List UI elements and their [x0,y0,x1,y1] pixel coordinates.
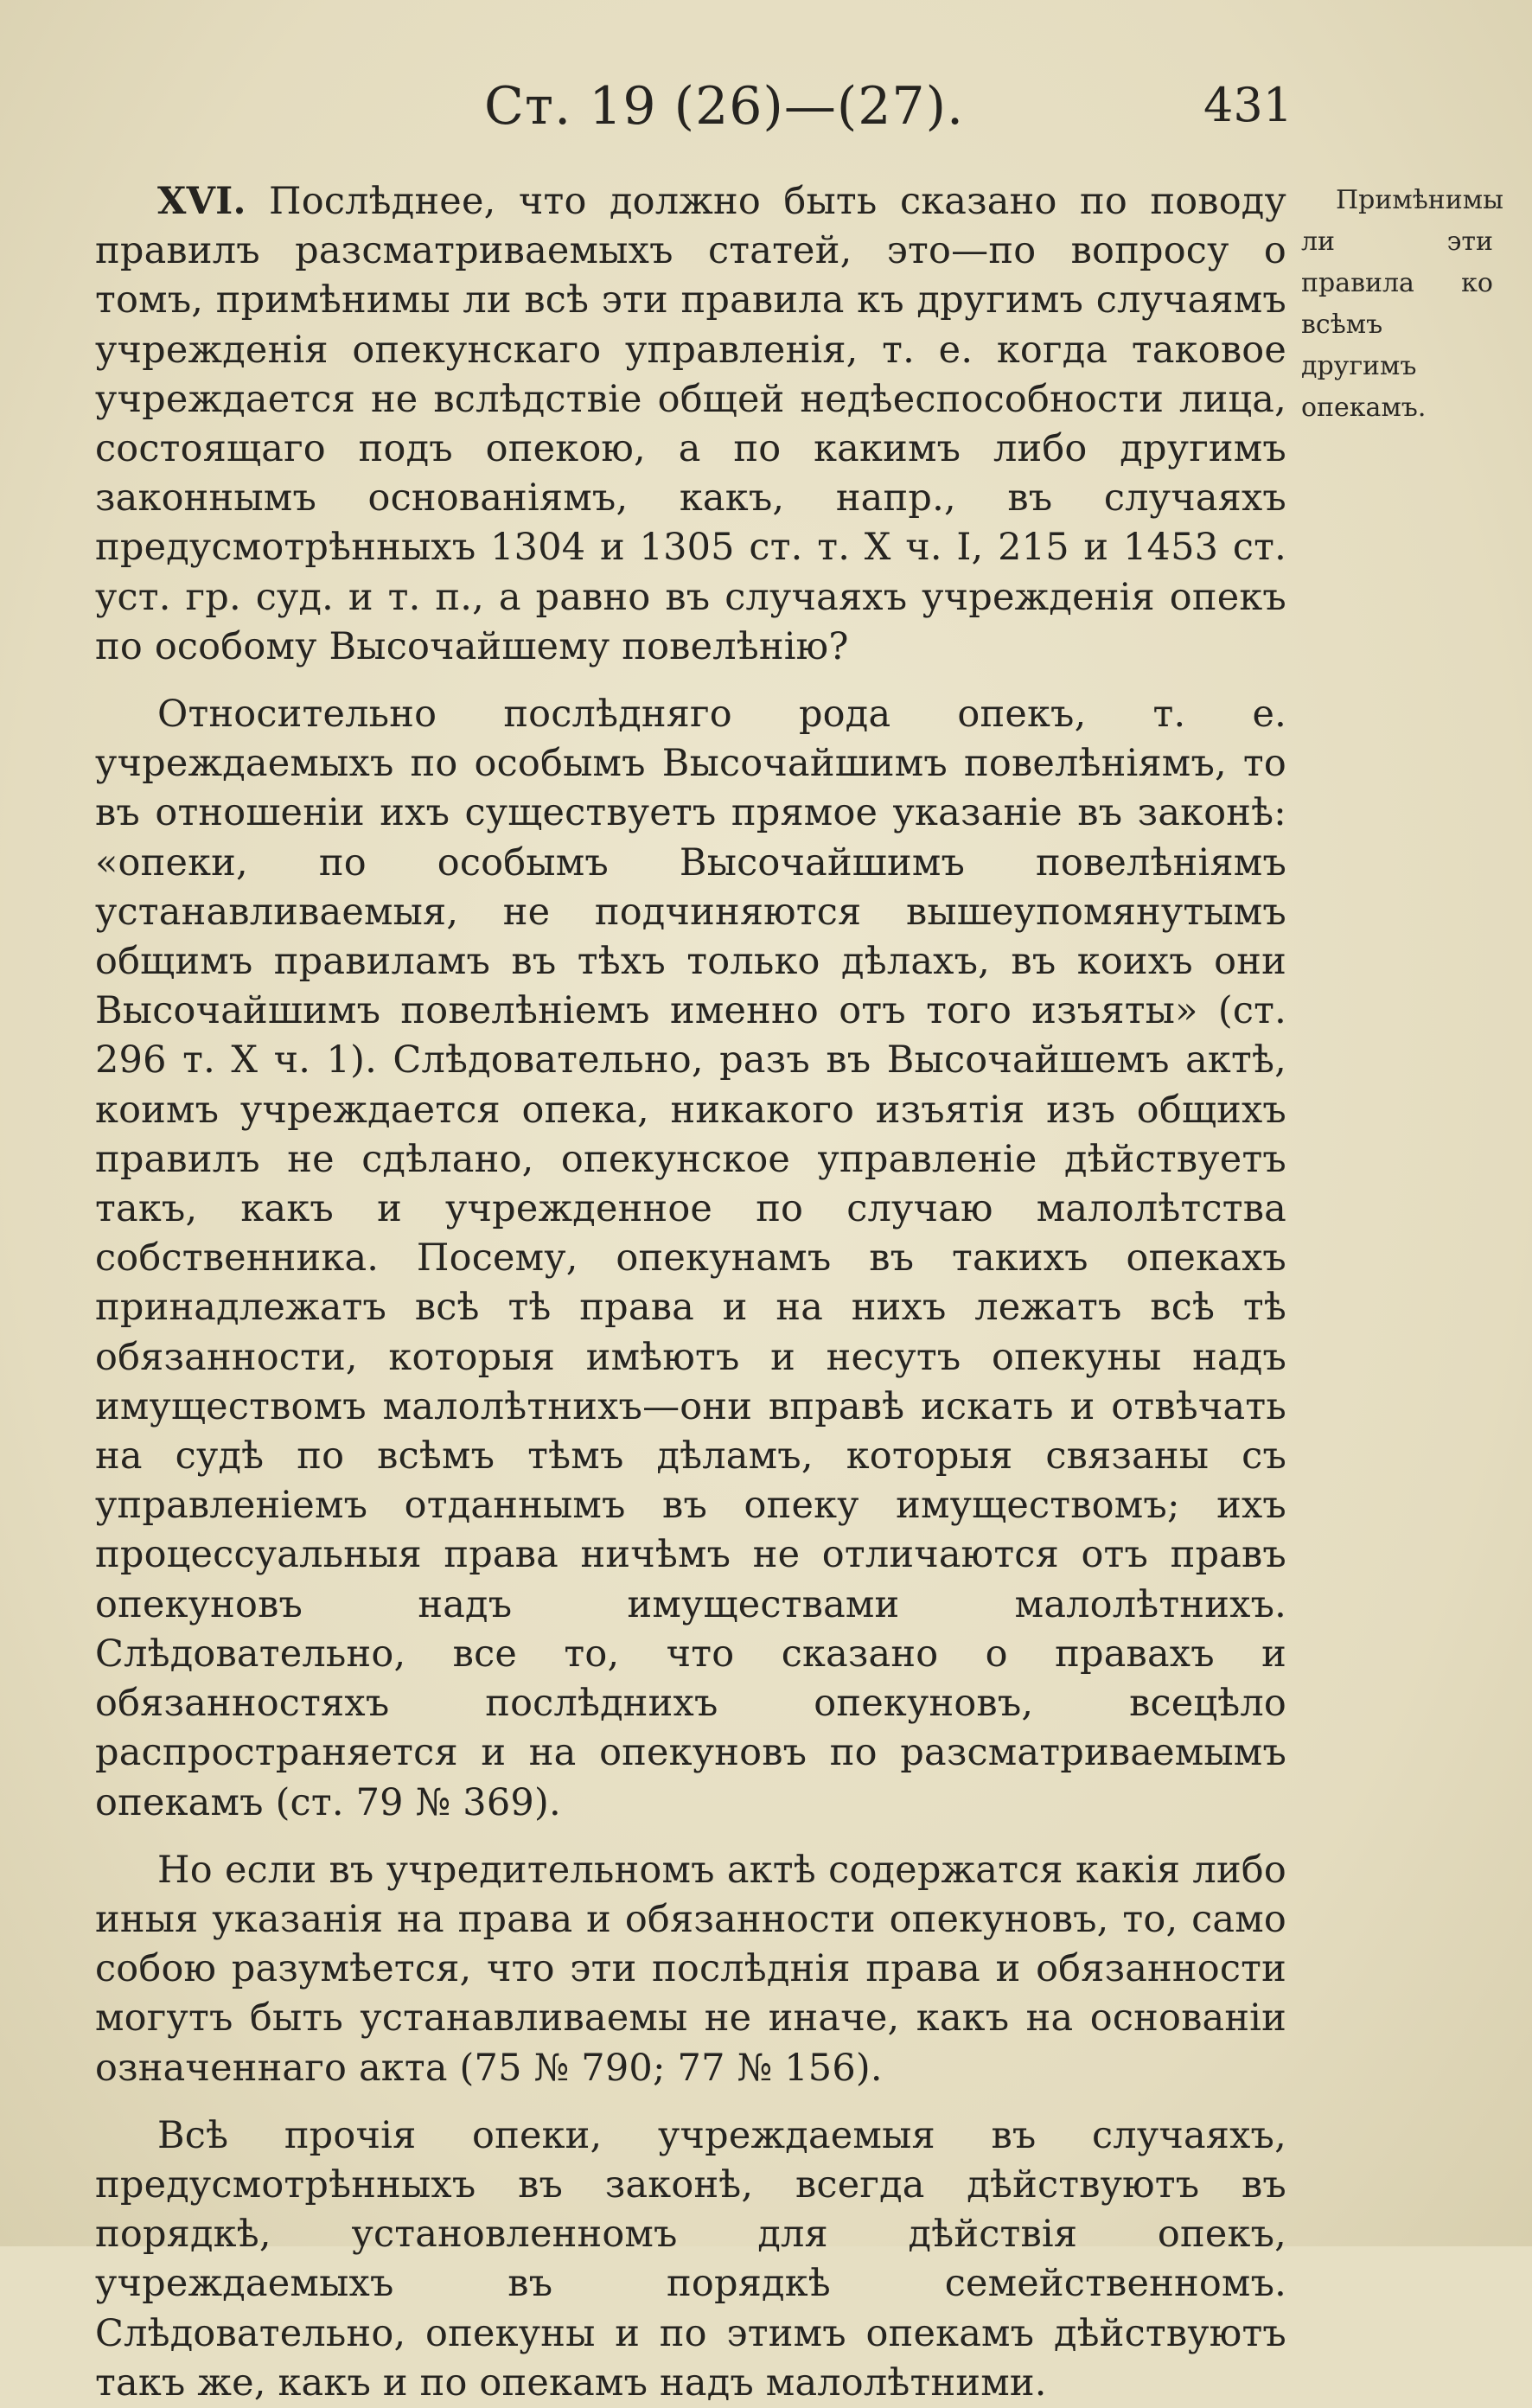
section-number: XVI. [157,180,246,223]
paragraph-4: Всѣ прочія опеки, учреждаемыя въ случаяхъ, предусмотрѣнныхъ въ законѣ, всегда дѣйствуютъ въ порядкѣ, установленномъ для дѣйствія опекъ, учреждаемыхъ въ порядкѣ семейственномъ. Слѣдовательно, опекуны и по этимъ опекамъ дѣйствуютъ такъ же, какъ и по опекамъ надъ малолѣтними. [95,2113,1286,2405]
page-header-title: Ст. 19 (26)—(27). [484,76,965,137]
body-text [95,177,1286,2408]
page-number: 431 [1203,78,1293,132]
paragraph-3: Но если въ учредительномъ актѣ содержатся какія либо иныя указанія на права и обязанности опекуновъ, то, само собою разумѣется, что эти послѣднія права и обязанности могутъ быть устанавливаемы не иначе, какъ на основаніи означеннаго акта (75 № 790; 77 № 156). [95,1848,1286,2090]
running-head [0,76,1532,137]
paragraph-2: Относительно послѣдняго рода опекъ, т. е. учреждаемыхъ по особымъ Высочайшимъ повелѣніямъ, то въ отношеніи ихъ существуетъ прямое указаніе въ законѣ: «опеки, по особымъ Высочайшимъ повелѣніямъ устанавливаемыя, не подчиняются вышеупомянутымъ общимъ правиламъ въ тѣхъ только дѣлахъ, въ коихъ они Высочайшимъ повелѣніемъ именно отъ того изъяты» (ст. 296 т. X ч. 1). Слѣдовательно, разъ въ Высочайшемъ актѣ, коимъ учреждается опека, никакого изъятія изъ общихъ правилъ не сдѣлано, опекунское управленіе дѣйствуетъ такъ, какъ и учрежденное по случаю малолѣтства собственника. Посему, опекунамъ въ такихъ опекахъ принадлежатъ всѣ тѣ права и на нихъ лежатъ всѣ тѣ обязанности, которыя имѣютъ и несутъ опекуны надъ имуществомъ малолѣтнихъ—они вправѣ искать и отвѣчать на судѣ по всѣмъ тѣмъ дѣламъ, которыя связаны съ управленіемъ отданнымъ въ опеку имуществомъ; ихъ процессуальныя права ничѣмъ не отличаются отъ правъ опекуновъ надъ имуществами малолѣтнихъ. Слѣдовательно, все то, что сказано о правахъ и обязанностяхъ послѣднихъ опекуновъ, всецѣло распространяется и на опекуновъ по разсматриваемымъ опекамъ (ст. 79 № 369). [95,693,1286,1824]
paragraph-1-text: Послѣднее, что должно быть сказано по поводу правилъ разсматриваемыхъ статей, это—по вопросу о томъ, примѣнимы ли всѣ эти правила къ другимъ случаямъ учрежденія опекунскаго управленія, т. е. когда таковое учреждается не вслѣдствіе общей недѣеспособности лица, состоящаго подъ опекою, а по какимъ либо другимъ законнымъ основаніямъ, какъ, напр., въ случаяхъ предусмотрѣнныхъ 1304 и 1305 ст. т. X ч. I, 215 и 1453 ст. уст. гр. суд. и т. п., а равно въ случаяхъ учрежденія опекъ по особому Высочайшему повелѣнію? [95,180,1286,668]
paragraph-1 [95,177,1286,672]
margin-note: Примѣнимы ли эти правила ко всѣмъ другимъ опекамъ. [1301,185,1503,423]
